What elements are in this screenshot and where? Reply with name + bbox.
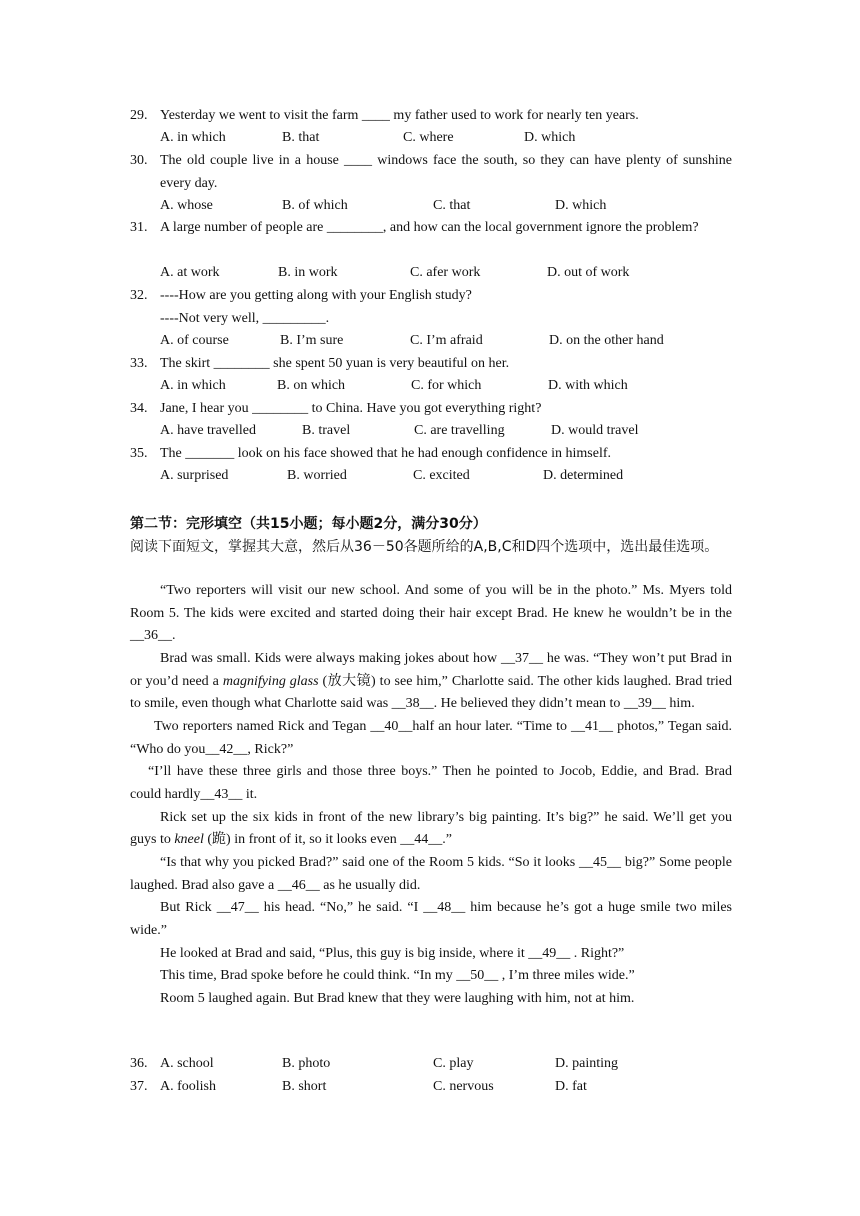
cloze-question-37 [130,1076,732,1098]
option-c: C. nervous [433,1079,494,1094]
option-a: A. foolish [160,1079,216,1094]
question-33 [130,353,732,376]
option-c: C. where [403,130,454,145]
question-34 [130,398,732,421]
question-number: 35. [130,446,148,461]
cloze-question-36 [130,1053,732,1075]
option-d: D. which [524,130,576,145]
passage-text: Rick set up the six kids in front of the new library’s big painting. It’s big?” he said. We’ll get you guys to [130,809,732,848]
section-instruction: 阅读下面短文，掌握其大意，然后从36－50各题所给的A,B,C和D四个选项中，选出最佳选项。 [130,539,719,555]
option-c: C. I’m afraid [410,333,483,348]
question-text: ----How are you getting along with your English study? [160,288,472,303]
option-c: C. are travelling [414,423,505,438]
question-number: 34. [130,401,148,416]
question-number: 33. [130,356,148,371]
option-a: A. in which [160,130,226,145]
question-text: Yesterday we went to visit the farm ____ my father used to work for nearly ten years. [160,108,639,123]
option-d: D. on the other hand [549,333,664,348]
option-d: D. fat [555,1079,587,1094]
question-number: 32. [130,288,148,303]
option-a: A. whose [160,198,213,213]
passage-italic-term: kneel [174,832,204,848]
passage-paragraph: This time, Brad spoke before he could think. “In my __50__ , I’m three miles wide.” [160,968,635,984]
option-a: A. school [160,1056,214,1071]
question-number: 31. [130,220,148,235]
passage-paragraph: “Two reporters will visit our new school. And some of you will be in the photo.” Ms. Myers told Room 5. The kids were excited and started doing their hair except Brad. He knew he wouldn’t be in the __36__. [130,583,732,644]
question-number: 37. [130,1079,148,1094]
passage-paragraph: But Rick __47__ his head. “No,” he said. “I __48__ him because he’s got a huge smile two miles wide.” [130,900,732,938]
option-c: C. play [433,1056,474,1071]
passage-paragraph [130,648,732,716]
option-a: A. have travelled [160,423,257,438]
option-b: B. travel [302,423,351,438]
option-a: A. in which [160,378,226,393]
option-a: A. at work [160,265,220,280]
passage-paragraph: “Is that why you picked Brad?” said one of the Room 5 kids. “So it looks __45__ big?” Some people laughed. Brad also gave a __46__ as he usually did. [130,854,732,893]
option-b: B. on which [277,378,346,393]
passage-text: (跪) in front of it, so it looks even __44__.” [203,832,452,848]
option-d: D. with which [548,378,628,393]
passage-paragraph [130,807,732,852]
option-d: D. painting [555,1056,618,1071]
question-number: 30. [130,153,148,168]
question-29-options [160,127,732,149]
option-b: B. photo [282,1056,331,1071]
option-b: B. of which [282,198,348,213]
question-29 [130,105,732,128]
question-31-options [160,262,732,284]
question-30 [130,150,732,195]
passage-paragraph: Room 5 laughed again. But Brad knew that they were laughing with him, not at him. [160,990,635,1006]
section-title: 第二节：完形填空（共15小题；每小题2分，满分30分） [130,516,487,532]
question-35 [130,443,732,466]
question-31 [130,217,732,240]
option-a: A. surprised [160,468,229,483]
option-c: C. afer work [410,265,481,280]
question-32 [130,285,732,330]
passage-text: Brad was small. Kids were always making jokes about how __37__ he was. “They won’t put Brad in or you’d need a [130,650,732,689]
question-text: The skirt ________ she spent 50 yuan is very beautiful on her. [160,356,510,371]
passage-paragraph: Two reporters named Rick and Tegan __40__half an hour later. “Time to __41__ photos,” Tegan said. “Who do you__42__, Rick?” [130,718,732,757]
option-a: A. of course [160,333,229,348]
passage-paragraph: He looked at Brad and said, “Plus, this guy is big inside, where it __49__ . Right?” [160,945,625,961]
option-d: D. which [555,198,607,213]
question-32-options [160,330,732,352]
passage-text: (放大镜) to see him,” Charlotte said. The other kids laughed. Brad tried to smile, even though what Charlotte said was __38__. He believed they didn’t mean to __39__ him. [130,673,733,712]
option-b: B. that [282,130,320,145]
question-text: The old couple live in a house ____ windows face the south, so they can have plenty of sunshine every day. [160,153,732,191]
option-b: B. short [282,1079,327,1094]
option-c: C. for which [411,378,482,393]
question-number: 29. [130,108,148,123]
option-c: C. that [433,198,471,213]
cloze-passage [130,580,732,1010]
option-d: D. out of work [547,265,630,280]
question-text: The _______ look on his face showed that he had enough confidence in himself. [160,446,611,461]
option-b: B. in work [278,265,338,280]
passage-paragraph: “I’ll have these three girls and those three boys.” Then he pointed to Jocob, Eddie, and Brad. Brad could hardly__43__ it. [130,764,732,802]
question-30-options [160,195,732,217]
question-35-options [160,465,732,487]
question-33-options [160,375,732,397]
option-d: D. determined [543,468,624,483]
option-d: D. would travel [551,423,639,438]
passage-italic-term: magnifying glass [222,673,319,689]
question-text-reply: ----Not very well, _________. [160,310,330,326]
question-number: 36. [130,1056,148,1071]
question-text: Jane, I hear you ________ to China. Have you got everything right? [160,401,542,416]
question-34-options [160,420,732,442]
option-b: B. I’m sure [280,333,344,348]
option-b: B. worried [287,468,347,483]
question-text: A large number of people are ________, and how can the local government ignore the problem? [160,220,699,235]
option-c: C. excited [413,468,470,483]
